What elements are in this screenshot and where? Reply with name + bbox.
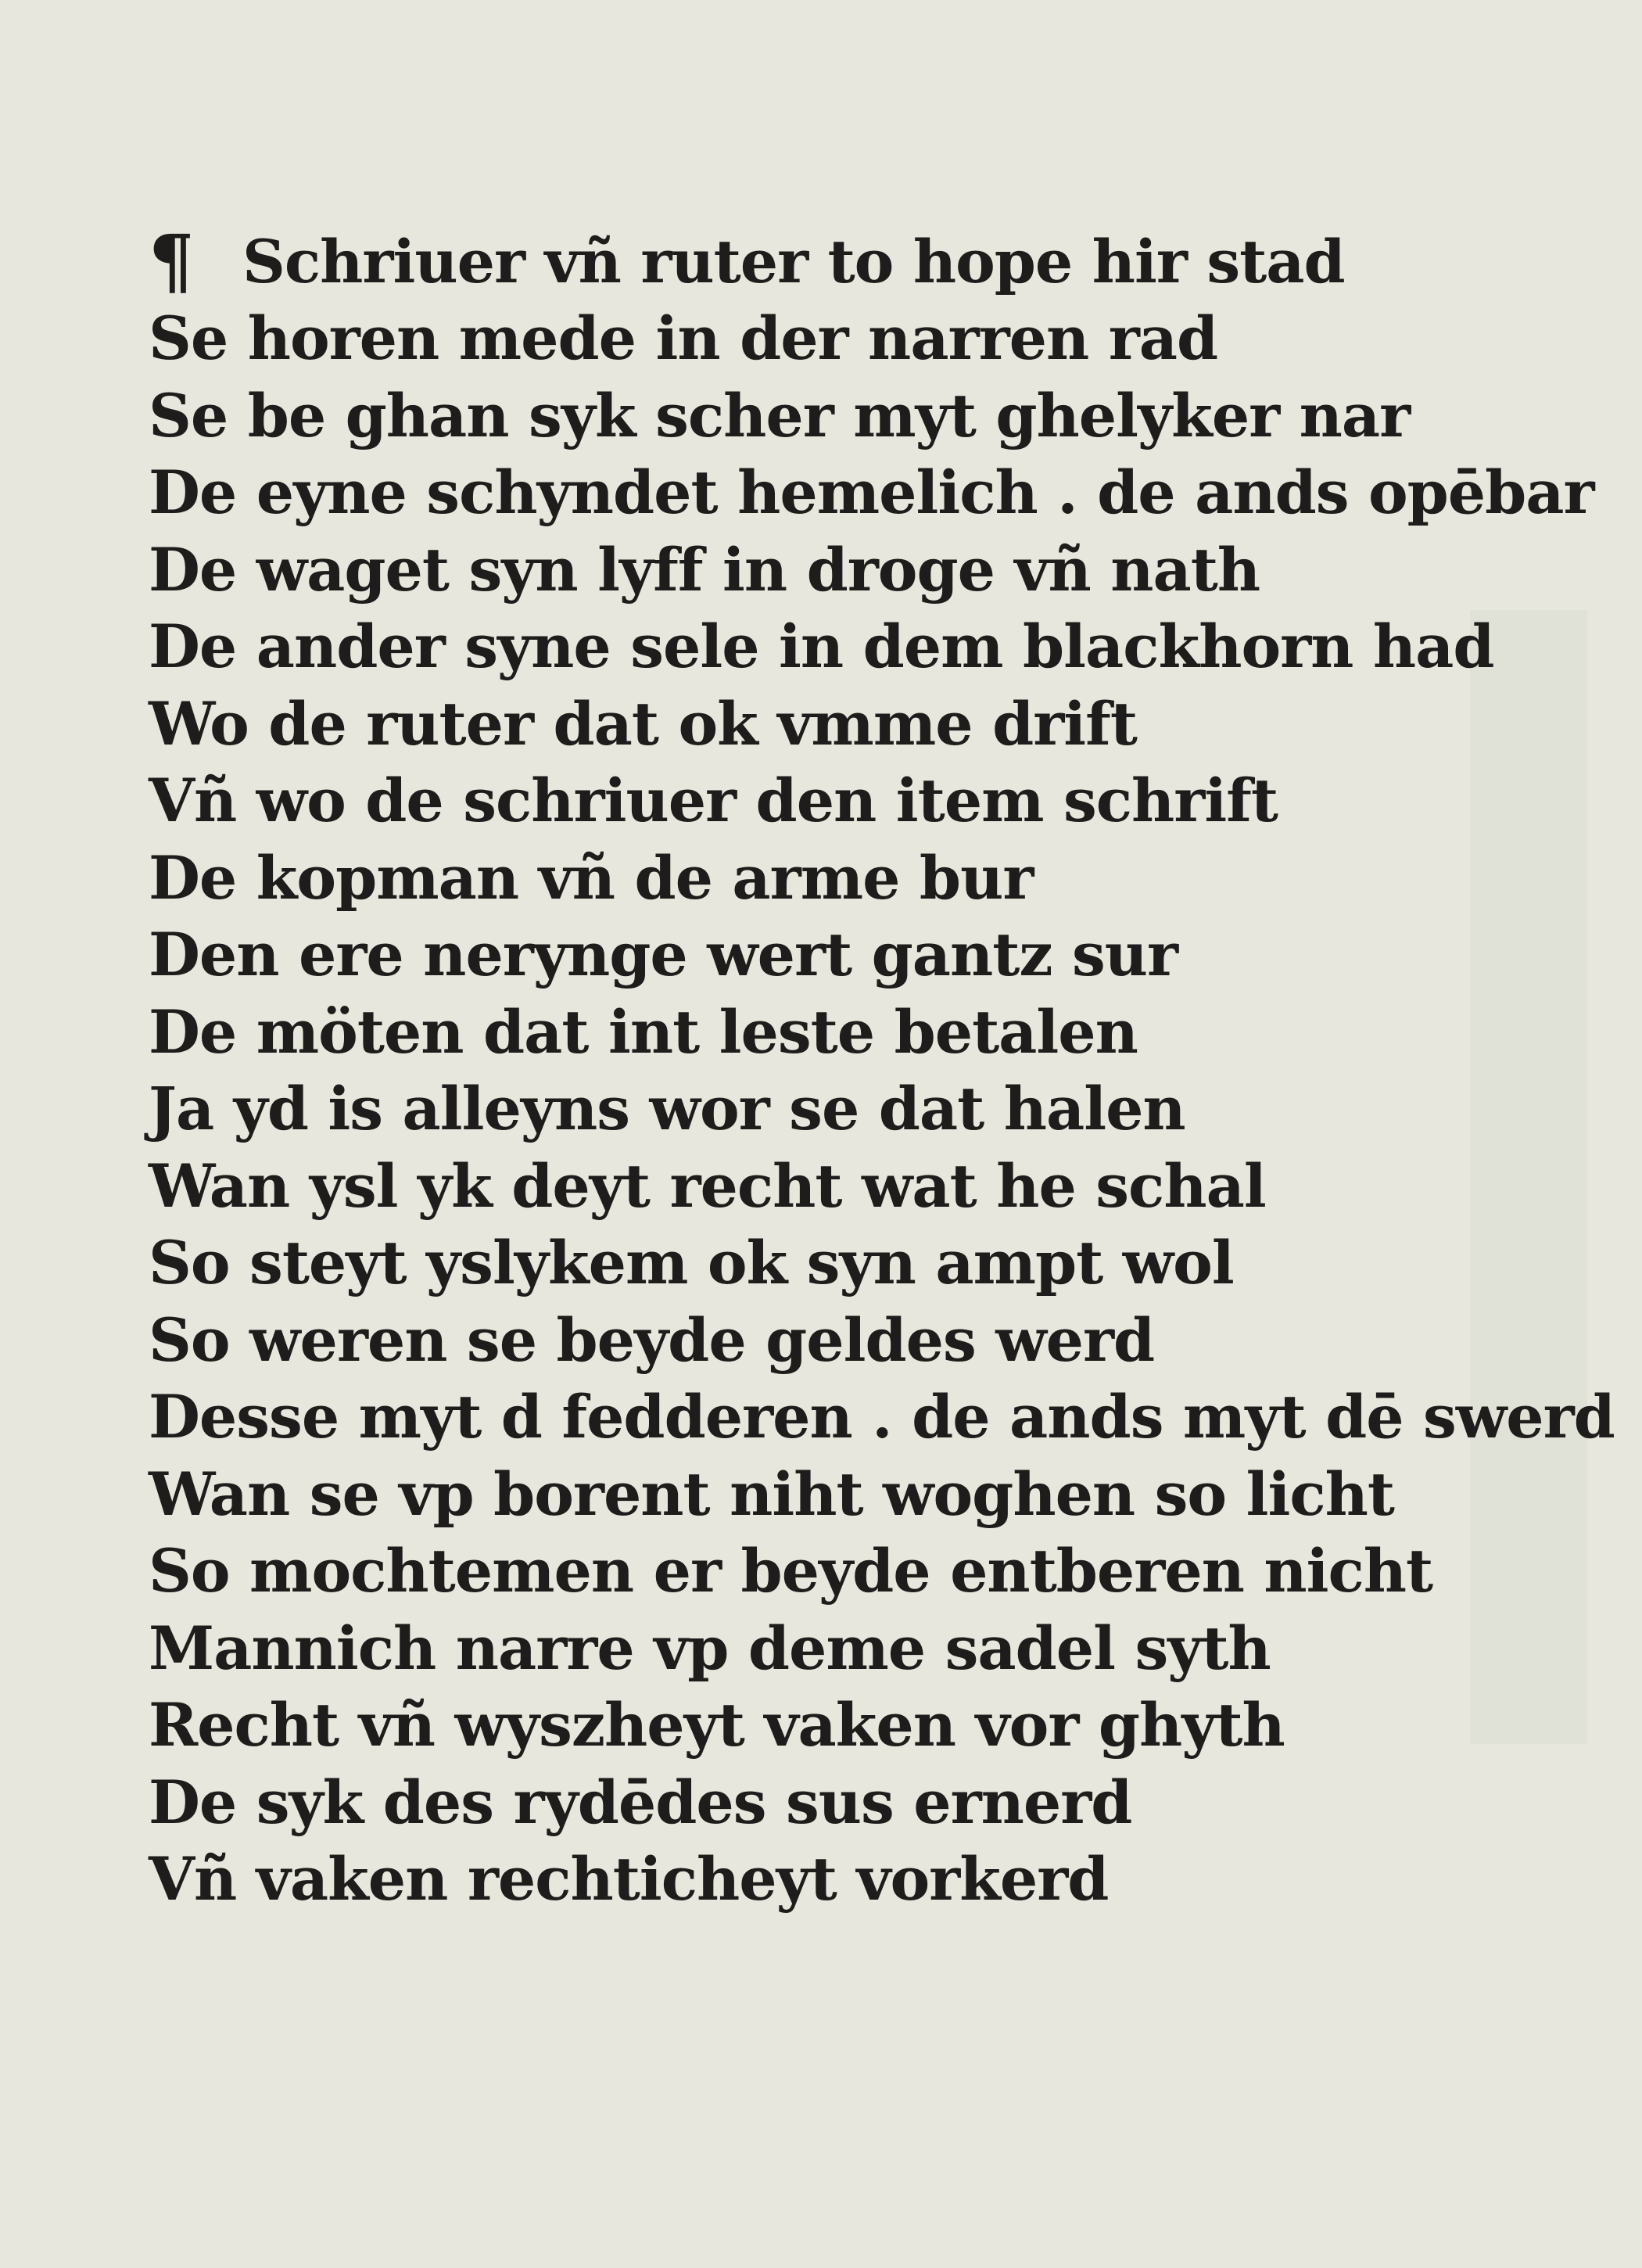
verse-line-16 (149, 1379, 1615, 1456)
verse-line-20 (149, 1687, 1493, 1764)
verse-line-text: De ander syne sele in dem blackhorn had (149, 612, 1494, 682)
verse-line-4 (149, 454, 1594, 532)
verse-line-2 (149, 300, 1493, 378)
verse-line-text: Se horen mede in der narren rad (149, 303, 1218, 374)
verse-line-text: Wan se vp borent niht woghen so licht (149, 1459, 1394, 1529)
verse-line-5 (149, 531, 1493, 608)
verse-line-3 (149, 377, 1493, 454)
verse-line-22 (149, 1841, 1493, 1918)
verse-line-13 (149, 1147, 1493, 1225)
verse-line-text: So weren se beyde geldes werd (149, 1304, 1155, 1375)
verse-line-14 (149, 1225, 1493, 1302)
verse-line-text: De waget syn lyff in droge vñ nath (149, 534, 1260, 605)
verse-line-text: Recht vñ wyszheyt vaken vor ghyth (149, 1690, 1285, 1760)
verse-line-12 (149, 1071, 1493, 1148)
paragraph-mark: ¶ (149, 219, 194, 304)
verse-line-text: Den ere nerynge wert gantz sur (149, 920, 1178, 990)
verse-line-text: So steyt yslykem ok syn ampt wol (149, 1228, 1234, 1298)
verse-line-11 (149, 993, 1493, 1071)
verse-line-17 (149, 1455, 1493, 1533)
verse-line-15 (149, 1301, 1493, 1379)
verse-line-9 (149, 839, 1493, 917)
verse-line-text: Vñ vaken rechticheyt vorkerd (149, 1844, 1109, 1915)
verse-line-text: Se be ghan syk scher myt ghelyker nar (149, 380, 1411, 450)
verse-line-text: De syk des rydēdes sus ernerd (149, 1767, 1132, 1837)
verse-line-text: Desse myt d fedderen . de ands myt dē swerd (149, 1382, 1615, 1452)
verse-line-6 (149, 608, 1493, 686)
verse-line-text: Schriuer vñ ruter to hope hir stad (242, 226, 1345, 296)
verse-line-21 (149, 1764, 1493, 1841)
verse-line-text: So mochtemen er beyde entberen nicht (149, 1536, 1433, 1606)
verse-line-text: De möten dat int leste betalen (149, 996, 1138, 1067)
verse-line-8 (149, 763, 1493, 840)
verse-line-text: Mannich narre vp deme sadel syth (149, 1613, 1271, 1683)
verse-line-text: Wo de ruter dat ok vmme drift (149, 688, 1137, 759)
verse-line-1 (149, 219, 1493, 304)
verse-line-text: Wan ysl yk deyt recht wat he schal (149, 1150, 1266, 1221)
verse-line-19 (149, 1609, 1493, 1687)
verse-line-text: De kopman vñ de arme bur (149, 842, 1034, 913)
verse-line-text: Vñ wo de schriuer den item schrift (149, 766, 1278, 836)
verse-line-7 (149, 685, 1493, 763)
verse-line-10 (149, 917, 1493, 994)
poem-text-block (149, 219, 1615, 1918)
verse-line-18 (149, 1533, 1493, 1610)
verse-line-text: Ja yd is alleyns wor se dat halen (149, 1074, 1185, 1144)
verse-line-text: De eyne schyndet hemelich . de ands opēbar (149, 458, 1594, 528)
